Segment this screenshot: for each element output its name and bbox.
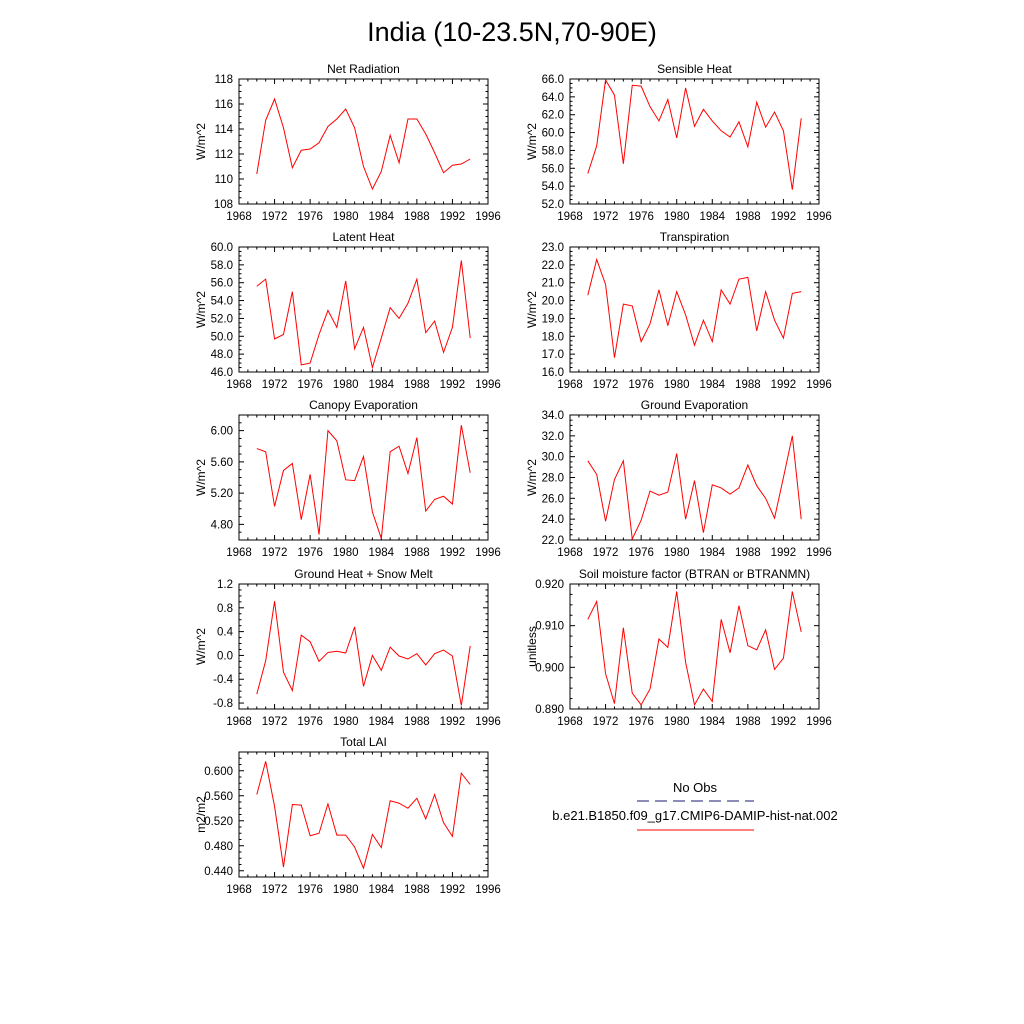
x-tick-label: 1996 [475,884,501,896]
x-tick-label: 1972 [592,716,619,728]
panel-title: Soil moisture factor (BTRAN or BTRANMN) [578,567,811,581]
y-tick-label: 54.0 [210,295,233,308]
x-tick-label: 1984 [699,716,726,728]
y-tick-label: 16.0 [541,367,564,379]
x-tick-label: 1968 [226,716,252,728]
x-tick-label: 1972 [261,547,288,559]
x-tick-label: 1968 [557,211,583,223]
x-tick-label: 1996 [475,211,501,223]
x-tick-label: 1976 [628,211,654,223]
y-tick-label: 112 [214,149,233,161]
y-tick-label: 0.8 [217,602,233,615]
y-tick-label: 110 [214,174,233,186]
y-tick-label: 17.0 [541,349,564,362]
y-axis-label: m2/m2 [194,796,208,833]
x-tick-label: 1996 [475,547,501,559]
x-tick-label: 1988 [404,884,430,896]
chart-panel-1 [194,62,501,223]
y-axis-label: W/m^2 [194,459,208,496]
y-tick-label: 0.480 [204,840,233,853]
y-tick-label: 26.0 [541,493,564,506]
x-tick-label: 1972 [261,884,288,896]
figure-title: India (10-23.5N,70-90E) [367,17,657,47]
x-tick-label: 1996 [806,716,832,728]
y-tick-label: 0.0 [217,650,233,663]
y-tick-label: 52.0 [541,199,564,211]
y-tick-label: 22.0 [541,259,564,272]
y-tick-label: 0.900 [535,662,564,675]
y-tick-label: 60.0 [541,127,564,140]
y-tick-label: 32.0 [541,430,564,443]
y-tick-label: 56.0 [541,163,564,176]
series-line [257,260,470,367]
y-tick-label: 0.890 [535,704,564,716]
x-tick-label: 1996 [806,547,832,559]
y-tick-label: 46.0 [210,367,233,379]
legend [552,780,837,830]
chart-panel-6 [525,398,832,559]
y-axis-label: W/m^2 [525,291,539,328]
x-tick-label: 1972 [261,211,288,223]
x-tick-label: 1984 [368,716,395,728]
panel-title: Net Radiation [327,62,400,76]
y-tick-label: 5.60 [210,456,233,469]
y-tick-label: 34.0 [541,410,564,422]
plot-frame [239,415,488,540]
legend-obs-label: No Obs [672,780,718,795]
x-tick-label: 1988 [404,716,430,728]
y-tick-label: 0.520 [204,815,233,828]
y-tick-label: 22.0 [541,535,564,547]
y-tick-label: 50.0 [210,331,233,344]
plot-frame [239,79,488,204]
y-tick-label: 54.0 [541,181,564,194]
x-tick-label: 1972 [261,379,288,391]
legend-model-label: b.e21.B1850.f09_g17.CMIP6-DAMIP-hist-nat.002 [552,808,838,823]
x-tick-label: 1984 [699,379,726,391]
x-tick-label: 1976 [297,211,323,223]
y-tick-label: 24.0 [541,514,564,527]
y-axis-label: W/m^2 [194,123,208,160]
x-tick-label: 1968 [226,884,252,896]
y-tick-label: 114 [214,124,233,136]
x-tick-label: 1976 [297,716,323,728]
y-tick-label: 58.0 [541,145,564,158]
y-tick-label: 18.0 [541,331,564,344]
x-tick-label: 1980 [332,547,359,559]
x-tick-label: 1992 [770,716,797,728]
x-tick-label: 1980 [663,547,690,559]
x-tick-label: 1984 [368,211,395,223]
y-tick-label: 0.910 [535,620,564,633]
x-tick-label: 1976 [628,379,654,391]
y-axis-label: W/m^2 [525,459,539,496]
x-tick-label: 1968 [557,716,583,728]
y-tick-label: 48.0 [210,349,233,362]
x-tick-label: 1968 [557,547,583,559]
x-tick-label: 1992 [770,547,797,559]
y-tick-label: 52.0 [210,313,233,326]
x-tick-label: 1980 [663,716,690,728]
panel-title: Total LAI [340,735,387,749]
x-tick-label: 1988 [404,379,430,391]
panel-title: Canopy Evaporation [309,398,418,412]
chart-panel-5 [194,398,501,559]
chart-panel-3 [194,230,501,391]
x-tick-label: 1972 [261,716,288,728]
y-tick-label: 0.920 [535,579,564,591]
x-tick-label: 1992 [439,716,466,728]
panel-title: Latent Heat [332,230,395,244]
y-tick-label: 21.0 [541,277,564,290]
x-tick-label: 1968 [226,379,252,391]
y-tick-label: 30.0 [541,451,564,464]
y-tick-label: 66.0 [541,74,564,86]
x-tick-label: 1980 [663,211,690,223]
panel-title: Ground Heat + Snow Melt [294,567,433,581]
plot-frame [239,752,488,877]
x-tick-label: 1980 [332,379,359,391]
plot-frame [570,415,819,540]
series-line [588,436,801,539]
y-tick-label: 1.2 [217,579,233,591]
y-tick-label: 62.0 [541,109,564,122]
y-tick-label: 0.4 [217,626,233,639]
x-tick-label: 1972 [592,379,619,391]
x-tick-label: 1992 [439,547,466,559]
y-tick-label: 19.0 [541,313,564,326]
y-tick-label: 118 [214,74,233,86]
x-tick-label: 1980 [332,716,359,728]
y-tick-label: 0.600 [204,765,233,778]
x-tick-label: 1968 [557,379,583,391]
x-tick-label: 1992 [770,379,797,391]
x-tick-label: 1980 [332,211,359,223]
x-tick-label: 1984 [368,884,395,896]
x-tick-label: 1976 [628,547,654,559]
chart-panel-2 [525,62,832,223]
y-tick-label: 56.0 [210,277,233,290]
plot-frame [239,584,488,709]
x-tick-label: 1984 [699,547,726,559]
panel-title: Sensible Heat [657,62,732,76]
y-tick-label: 116 [214,99,233,111]
chart-panel-9 [194,735,501,896]
x-tick-label: 1988 [735,547,761,559]
x-tick-label: 1968 [226,211,252,223]
series-line [257,761,470,868]
x-tick-label: 1988 [404,211,430,223]
x-tick-label: 1976 [297,884,323,896]
x-tick-label: 1976 [297,379,323,391]
x-tick-label: 1996 [475,716,501,728]
series-line [257,99,470,189]
y-tick-label: 23.0 [541,242,564,254]
x-tick-label: 1996 [806,211,832,223]
chart-panel-4 [525,230,832,391]
x-tick-label: 1984 [368,547,395,559]
x-tick-label: 1992 [439,379,466,391]
plot-frame [570,247,819,372]
x-tick-label: 1976 [628,716,654,728]
x-tick-label: 1972 [592,211,619,223]
y-tick-label: 0.560 [204,790,233,803]
y-tick-label: 58.0 [210,259,233,272]
x-tick-label: 1992 [770,211,797,223]
y-axis-label: W/m^2 [525,123,539,160]
x-tick-label: 1984 [699,211,726,223]
panel-title: Ground Evaporation [640,398,749,412]
x-tick-label: 1992 [439,884,466,896]
y-tick-label: 28.0 [541,472,564,485]
y-tick-label: 0.440 [204,865,233,878]
series-line [257,601,470,705]
x-tick-label: 1984 [368,379,395,391]
series-line [257,425,470,538]
y-tick-label: 20.0 [541,295,564,308]
plot-frame [570,79,819,204]
y-axis-label: unitless [525,626,539,667]
y-axis-label: W/m^2 [194,628,208,665]
y-tick-label: -0.8 [213,698,233,711]
x-tick-label: 1980 [663,379,690,391]
panel-title: Transpiration [659,230,730,244]
series-line [588,260,801,358]
x-tick-label: 1968 [226,547,252,559]
plot-frame [239,247,488,372]
y-tick-label: -0.4 [213,674,233,687]
x-tick-label: 1988 [735,379,761,391]
y-tick-label: 4.80 [210,519,233,532]
x-tick-label: 1992 [439,211,466,223]
x-tick-label: 1988 [735,716,761,728]
x-tick-label: 1996 [806,379,832,391]
series-line [588,80,801,190]
y-tick-label: 108 [213,199,233,211]
x-tick-label: 1988 [735,211,761,223]
x-tick-label: 1976 [297,547,323,559]
x-tick-label: 1996 [475,379,501,391]
x-tick-label: 1980 [332,884,359,896]
x-tick-label: 1972 [592,547,619,559]
plot-frame [570,584,819,709]
panels [194,62,832,896]
chart-panel-8 [525,567,832,728]
y-tick-label: 6.00 [210,425,233,438]
x-tick-label: 1988 [404,547,430,559]
y-tick-label: 64.0 [541,91,564,104]
chart-panel-7 [194,567,501,728]
series-line [588,592,801,705]
y-tick-label: 60.0 [210,242,233,254]
y-tick-label: 5.20 [210,488,233,501]
y-axis-label: W/m^2 [194,291,208,328]
